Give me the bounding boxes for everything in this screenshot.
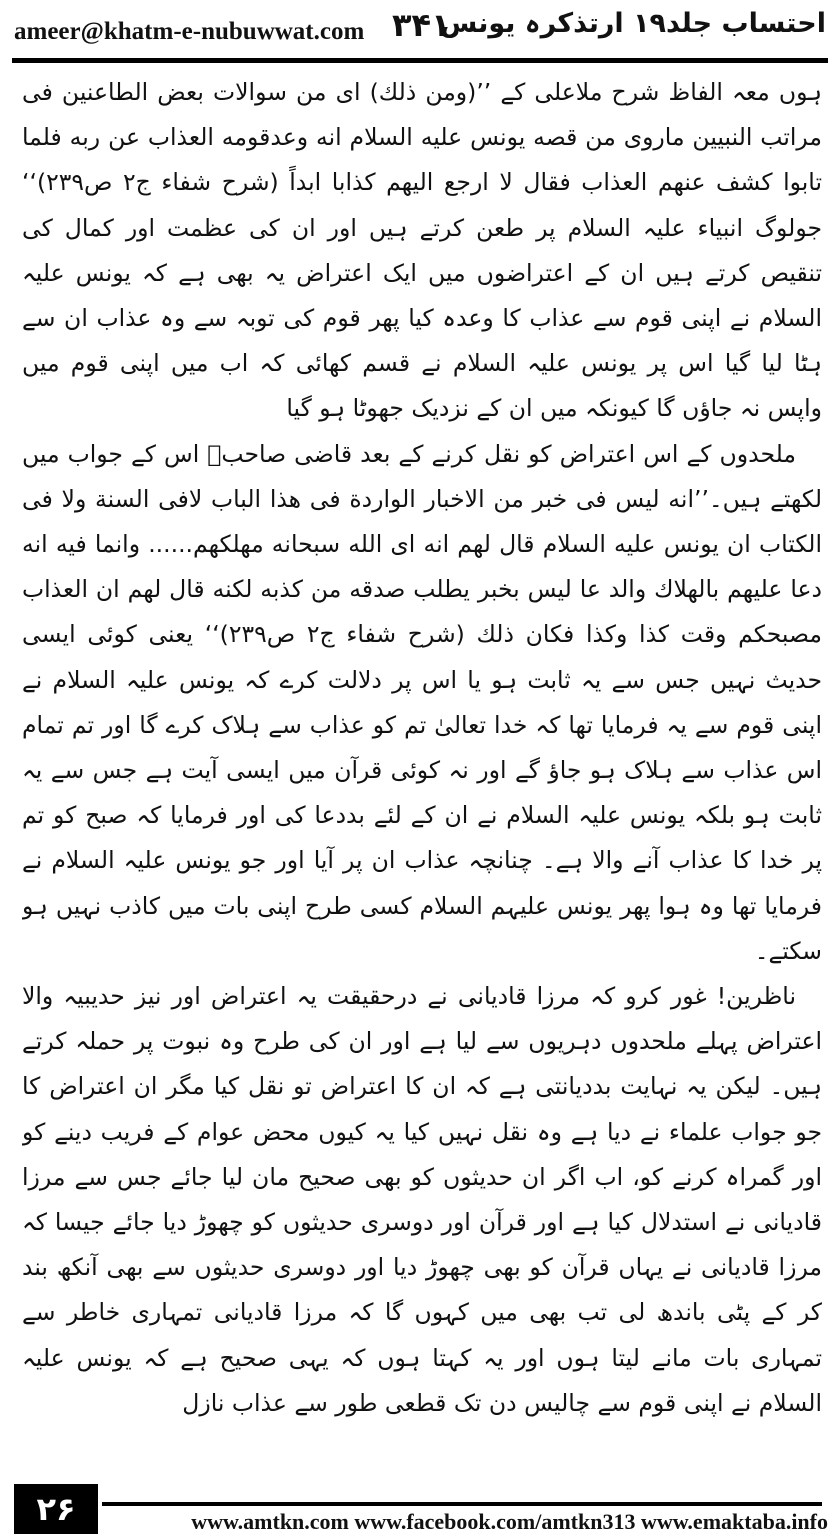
header-rule <box>12 58 828 63</box>
paragraph: ملحدوں کے اس اعتراض کو نقل کرنے کے بعد قاضی صاحبؒ اس کے جواب میں لکھتے ہیں۔’’انه لیس فی خبر من الاخبار الواردة فی هذا الباب لافی السنة ولا فی الکتاب ان یونس علیه السلام قال لهم انه ای الله سبحانه مهلکهم...... وانما فیه انه دعا علیهم بالهلاك والد عا لیس بخبر یطلب صدقه من کذبه لکنه قال لهم ان العذاب مصبحکم وقت کذا وکذا فکان ذلك (شرح شفاء ج۲ ص۲۳۹)‘‘ یعنی کوئی ایسی حدیث نہیں جس سے یہ ثابت ہو یا اس پر دلالت کرے کہ یونس علیہ السلام نے اپنی قوم سے یہ فرمایا تھا کہ خدا تعالیٰ تم کو عذاب سے ہلاک کرے گا اور تم تمام اس عذاب سے ہلاک ہو جاؤ گے اور نہ کوئی قرآن میں ایسی آیت ہے جس سے یہ ثابت ہو بلکہ یونس علیہ السلام نے ان کے لئے بددعا کی اور فرمایا کہ صبح کو تم پر خدا کا عذاب آنے والا ہے۔ چنانچہ عذاب ان پر آیا اور جو یونس علیہ السلام نے فرمایا تھا وہ ہوا پھر یونس علیہم السلام کسی طرح اپنی بات میں کاذب نہیں ہو سکتے۔ <box>22 439 822 965</box>
page-header <box>0 0 840 58</box>
footer-page-box: ۲۶ <box>14 1484 98 1534</box>
header-email: ameer@khatm-e-nubuwwat.com <box>14 18 365 45</box>
paragraph: ہوں معہ الفاظ شرح ملاعلی کے ’’(ومن ذلك) ای من سوالات بعض الطاعنین فی مراتب النبیین ماروی من قصه یونس علیه السلام انه وعدقومه العذاب عن ربه فلما تابوا کشف عنهم العذاب فقال لا ارجع الیهم کذابا ابداً (شرح شفاء ج۲ ص۲۳۹)‘‘ جولوگ انبیاء علیہ السلام پر طعن کرتے ہیں اور ان کی عظمت اور کمال کی تنقیص کرتے ہیں ان کے اعتراضوں میں ایک اعتراض یہ بھی ہے کہ یونس علیہ السلام نے اپنی قوم سے عذاب کا وعدہ کیا پھر قوم کی توبہ سے وہ عذاب ان سے ہٹا لیا گیا اس پر یونس علیہ السلام نے قسم کھائی کہ اب میں اپنی قوم میں واپس نہ جاؤں گا کیونکہ میں ان کے نزدیک جھوٹا ہو گیا <box>22 78 822 423</box>
header-running-title: احتساب جلد۱۹ ارتذکرہ یونس <box>440 8 826 39</box>
footer-links: www.amtkn.com www.facebook.com/amtkn313 www.emaktaba.info <box>191 1509 828 1534</box>
header-page-number: ۳۴۱ <box>392 6 451 44</box>
footer-rule <box>102 1502 822 1506</box>
paragraph: ناظرین! غور کرو کہ مرزا قادیانی نے درحقیقت یہ اعتراض اور نیز حدیبیہ والا اعتراض پہلے ملحدوں دہریوں سے لیا ہے اور ان کی طرح وہ نبوت پر حملہ کرتے ہیں۔ لیکن یہ نہایت بددیانتی ہے کہ ان کا اعتراض تو نقل کیا مگر ان اعتراض کا جو جواب علماء نے دیا ہے وہ نقل نہیں کیا یہ کیوں محض عوام کے فریب دینے کو اور گمراہ کرنے کو، اب اگر ان حدیثوں کو بھی صحیح مان لیا جائے جس سے مرزا قادیانی نے استدلال کیا ہے اور قرآن اور دوسری حدیثوں کو چھوڑ دیا جائے جیسا کہ مرزا قادیانی نے یہاں قرآن کو بھی چھوڑ دیا اور دوسری حدیثوں سے بھی آنکھ بند کر کے پٹی باندھ لی تب بھی میں کہوں گا کہ مرزا قادیانی تمہاری خاطر سے تمہاری بات مانے لیتا ہوں اور یہ کہتا ہوں کہ یہی صحیح ہے کہ یونس علیہ السلام نے اپنی قوم سے چالیس دن تک قطعی طور سے عذاب نازل <box>22 982 822 1417</box>
page-body <box>22 70 822 1475</box>
